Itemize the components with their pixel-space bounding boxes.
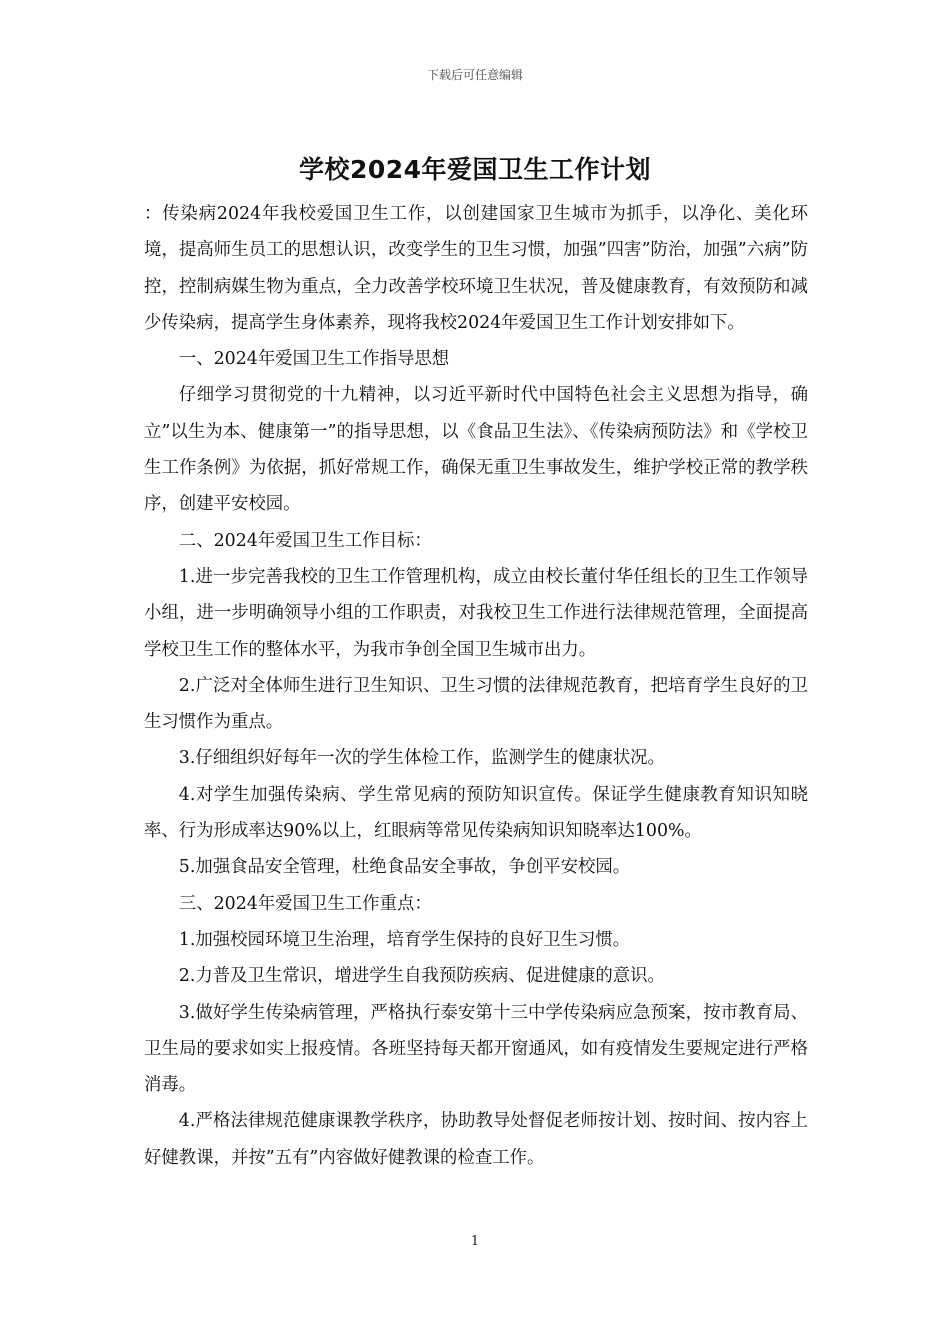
goal-item-5: 5.加强食品安全管理，杜绝食品安全事故，争创平安校园。: [178, 857, 631, 878]
goal-item-4: 4.对学生加强传染病、学生常见病的预防知识宣传。保证学生健康教育知识知晓率、行为形成率达90%以上，红眼病等常见传染病知识知晓率达100%。: [144, 784, 808, 842]
focus-item-1: 1.加强校园环境卫生治理，培育学生保持的良好卫生习惯。: [178, 929, 631, 950]
focus-item-2: 2.力普及卫生常识，增进学生自我预防疾病、促进健康的意识。: [178, 966, 665, 987]
goal-item-1: 1.进一步完善我校的卫生工作管理机构，成立由校长董付华任组长的卫生工作领导小组，进一步明确领导小组的工作职责，对我校卫生工作进行法律规范管理，全面提高学校卫生工作的整体水平，为我市争创全国卫生城市出力。: [144, 566, 808, 660]
paragraph-guiding-ideology: 仔细学习贯彻党的十九精神，以习近平新时代中国特色社会主义思想为指导，确立”以生为本、健康第一”的指导思想，以《食品卫生法》、《传染病预防法》和《学校卫生工作条例》为依据，抓好常规工作，确保无重卫生事故发生，维护学校正常的教学秩序，创建平安校园。: [144, 385, 808, 515]
goal-item-2: 2.广泛对全体师生进行卫生知识、卫生习惯的法律规范教育，把培育学生良好的卫生习惯作为重点。: [144, 675, 808, 733]
document-title: 学校2024年爱国卫生工作计划: [298, 155, 652, 184]
document-body: [144, 196, 808, 1176]
header-note: 下载后可任意编辑: [426, 68, 523, 82]
focus-item-4: 4.严格法律规范健康课教学秩序，协助教导处督促老师按计划、按时间、按内容上好健教课，并按”五有”内容做好健教课的检查工作。: [144, 1111, 808, 1168]
section-heading-2: 二、2024年爱国卫生工作目标：: [178, 530, 432, 551]
paragraph-intro: ：传染病2024年我校爱国卫生工作，以创建国家卫生城市为抓手，以净化、美化环境，提高师生员工的思想认识，改变学生的卫生习惯，加强”四害”防治，加强”六病”防控，控制病媒生物为重点，全力改善学校环境卫生状况，普及健康教育，有效预防和减少传染病，提高学生身体素养，现将我校2024年爱国卫生工作计划安排如下。: [144, 204, 808, 333]
goal-item-3: 3.仔细组织好每年一次的学生体检工作，监测学生的健康状况。: [178, 748, 665, 769]
section-heading-3: 三、2024年爱国卫生工作重点：: [178, 893, 432, 914]
section-heading-1: 一、2024年爱国卫生工作指导思想: [178, 349, 450, 370]
page-number: 1: [470, 1234, 480, 1249]
focus-item-3: 3.做好学生传染病管理，严格执行泰安第十三中学传染病应急预案，按市教育局、卫生局的要求如实上报疫情。各班坚持每天都开窗通风，如有疫情发生要规定进行严格消毒。: [144, 1002, 808, 1096]
